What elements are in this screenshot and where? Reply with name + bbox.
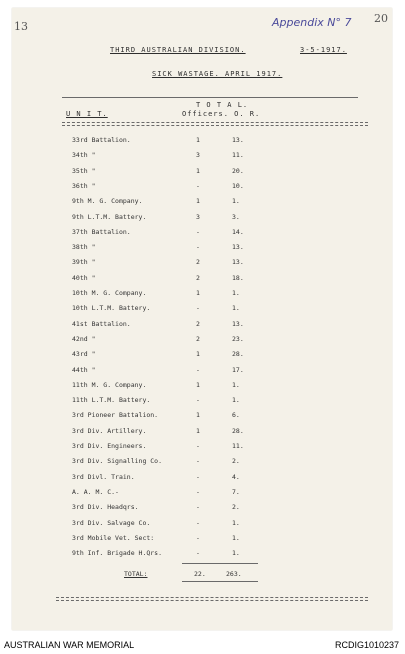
table-row: [0, 411, 405, 421]
other-ranks-count: 11.: [232, 442, 244, 450]
unit-name: 11th M. G. Company.: [72, 380, 147, 389]
table-row: [0, 182, 405, 192]
officers-count: -: [196, 227, 200, 236]
table-row: [0, 228, 405, 238]
other-ranks-count: 2.: [232, 503, 240, 512]
officers-count: -: [196, 396, 200, 405]
officers-count: -: [196, 243, 200, 252]
unit-name: 33rd Battalion.: [72, 136, 131, 144]
officers-count: -: [196, 549, 200, 558]
officers-count: 3: [196, 151, 200, 160]
officers-count: -: [196, 457, 200, 466]
other-ranks-count: 2.: [232, 457, 240, 466]
officers-count: 2: [196, 258, 200, 267]
archive-credit: AUSTRALIAN WAR MEMORIAL: [4, 640, 135, 650]
other-ranks-count: 1.: [232, 533, 240, 542]
unit-name: A. A. M. C.-: [72, 487, 119, 496]
table-row: [0, 320, 405, 330]
officers-count: 1: [196, 411, 200, 420]
officers-count: -: [196, 365, 200, 374]
unit-name: 38th ": [72, 243, 96, 252]
document-date: 3-5-1917.: [300, 46, 347, 54]
officers-count: 1: [196, 166, 200, 175]
other-ranks-count: 13.: [232, 319, 244, 328]
total-officers: 22.: [194, 570, 206, 578]
unit-name: 3rd Div. Headqrs.: [72, 503, 139, 512]
appendix-note: Appendix N° 7: [272, 16, 352, 29]
unit-name: 34th ": [72, 151, 96, 160]
table-row: [0, 427, 405, 437]
total-rule-top: [182, 563, 258, 564]
table-row: [0, 243, 405, 253]
other-ranks-count: 1.: [232, 304, 240, 313]
officers-count: -: [196, 304, 200, 313]
other-ranks-count: 1.: [232, 197, 240, 206]
other-ranks-count: 4.: [232, 472, 240, 481]
unit-name: 3rd Div. Engineers.: [72, 442, 147, 450]
other-ranks-count: 11.: [232, 151, 244, 160]
officers-count: -: [196, 181, 200, 190]
division-title: THIRD AUSTRALIAN DIVISION.: [110, 46, 246, 54]
total-row: [0, 570, 405, 580]
officers-count: 1: [196, 289, 200, 297]
officers-count: -: [196, 472, 200, 481]
other-ranks-count: 1.: [232, 518, 240, 527]
officers-count: -: [196, 518, 200, 527]
other-ranks-count: 13.: [232, 258, 244, 267]
header-rule-top: [62, 97, 358, 98]
unit-name: 43rd ": [72, 350, 96, 359]
unit-name: 3rd Div. Artillery.: [72, 426, 147, 435]
table-row: [0, 304, 405, 314]
unit-name: 10th L.T.M. Battery.: [72, 304, 151, 313]
other-ranks-count: 23.: [232, 334, 244, 343]
unit-name: 3rd Divl. Train.: [72, 472, 135, 481]
table-row: [0, 534, 405, 544]
page-number-left: 13: [14, 20, 28, 33]
table-row: [0, 350, 405, 360]
table-row: [0, 519, 405, 529]
officers-count: -: [196, 503, 200, 512]
table-row: [0, 381, 405, 391]
officers-count: -: [196, 533, 200, 542]
other-ranks-count: 17.: [232, 365, 244, 374]
unit-name: 44th ": [72, 365, 96, 374]
footer-rule-1: [56, 597, 368, 598]
unit-name: 9th Inf. Brigade H.Qrs.: [72, 549, 163, 558]
unit-name: 35th ": [72, 166, 96, 175]
officers-count: 1: [196, 350, 200, 359]
unit-name: 10th M. G. Company.: [72, 289, 147, 297]
table-row: [0, 396, 405, 406]
table-row: [0, 167, 405, 177]
table-row: [0, 151, 405, 161]
footer-rule-2: [56, 600, 368, 601]
other-ranks-count: 28.: [232, 426, 244, 435]
unit-name: 41st Battalion.: [72, 319, 131, 328]
table-row: [0, 549, 405, 559]
total-column-heading: T O T A L.: [196, 101, 249, 109]
table-row: [0, 366, 405, 376]
table-row: [0, 457, 405, 467]
unit-name: 9th L.T.M. Battery.: [72, 212, 147, 221]
other-ranks-count: 28.: [232, 350, 244, 359]
unit-column-heading: U N I T.: [66, 110, 108, 118]
table-row: [0, 335, 405, 345]
unit-name: 11th L.T.M. Battery.: [72, 396, 151, 405]
officers-count: 2: [196, 273, 200, 282]
other-ranks-count: 13.: [232, 243, 244, 252]
archive-id: RCDIG1010237: [334, 640, 399, 650]
other-ranks-count: 1.: [232, 396, 240, 405]
unit-name: 40th ": [72, 273, 96, 282]
unit-name: 3rd Div. Salvage Co.: [72, 518, 151, 527]
unit-name: 36th ": [72, 181, 96, 190]
total-label: TOTAL:: [124, 570, 148, 578]
unit-name: 39th ": [72, 258, 96, 267]
officers-or-heading: Officers. O. R.: [182, 110, 261, 118]
officers-count: 2: [196, 334, 200, 343]
document-subtitle: SICK WASTAGE. APRIL 1917.: [152, 70, 283, 78]
unit-name: 37th Battalion.: [72, 227, 131, 236]
officers-count: 3: [196, 212, 200, 221]
table-row: [0, 289, 405, 299]
table-row: [0, 488, 405, 498]
other-ranks-count: 13.: [232, 136, 244, 144]
officers-count: -: [196, 442, 200, 450]
other-ranks-count: 7.: [232, 487, 240, 496]
total-other-ranks: 263.: [226, 570, 242, 578]
other-ranks-count: 20.: [232, 166, 244, 175]
other-ranks-count: 1.: [232, 289, 240, 297]
table-row: [0, 274, 405, 284]
unit-name: 3rd Pioneer Battalion.: [72, 411, 159, 420]
other-ranks-count: 6.: [232, 411, 240, 420]
other-ranks-count: 1.: [232, 380, 240, 389]
officers-count: -: [196, 487, 200, 496]
officers-count: 1: [196, 197, 200, 206]
table-row: [0, 258, 405, 268]
other-ranks-count: 3.: [232, 212, 240, 221]
officers-count: 2: [196, 319, 200, 328]
unit-name: 42nd ": [72, 334, 96, 343]
other-ranks-count: 18.: [232, 273, 244, 282]
other-ranks-count: 10.: [232, 181, 244, 190]
officers-count: 1: [196, 426, 200, 435]
header-rule-2: [62, 125, 368, 126]
other-ranks-count: 1.: [232, 549, 240, 558]
total-rule-bottom: [182, 581, 258, 582]
other-ranks-count: 14.: [232, 227, 244, 236]
table-row: [0, 213, 405, 223]
officers-count: 1: [196, 380, 200, 389]
table-row: [0, 473, 405, 483]
unit-name: 9th M. G. Company.: [72, 197, 143, 206]
table-row: [0, 136, 405, 146]
table-row: [0, 503, 405, 513]
officers-count: 1: [196, 136, 200, 144]
page-number-right: 20: [374, 12, 388, 25]
table-row: [0, 442, 405, 452]
table-row: [0, 197, 405, 207]
unit-name: 3rd Mobile Vet. Sect:: [72, 533, 155, 542]
header-rule-1: [62, 122, 368, 123]
unit-name: 3rd Div. Signalling Co.: [72, 457, 163, 466]
